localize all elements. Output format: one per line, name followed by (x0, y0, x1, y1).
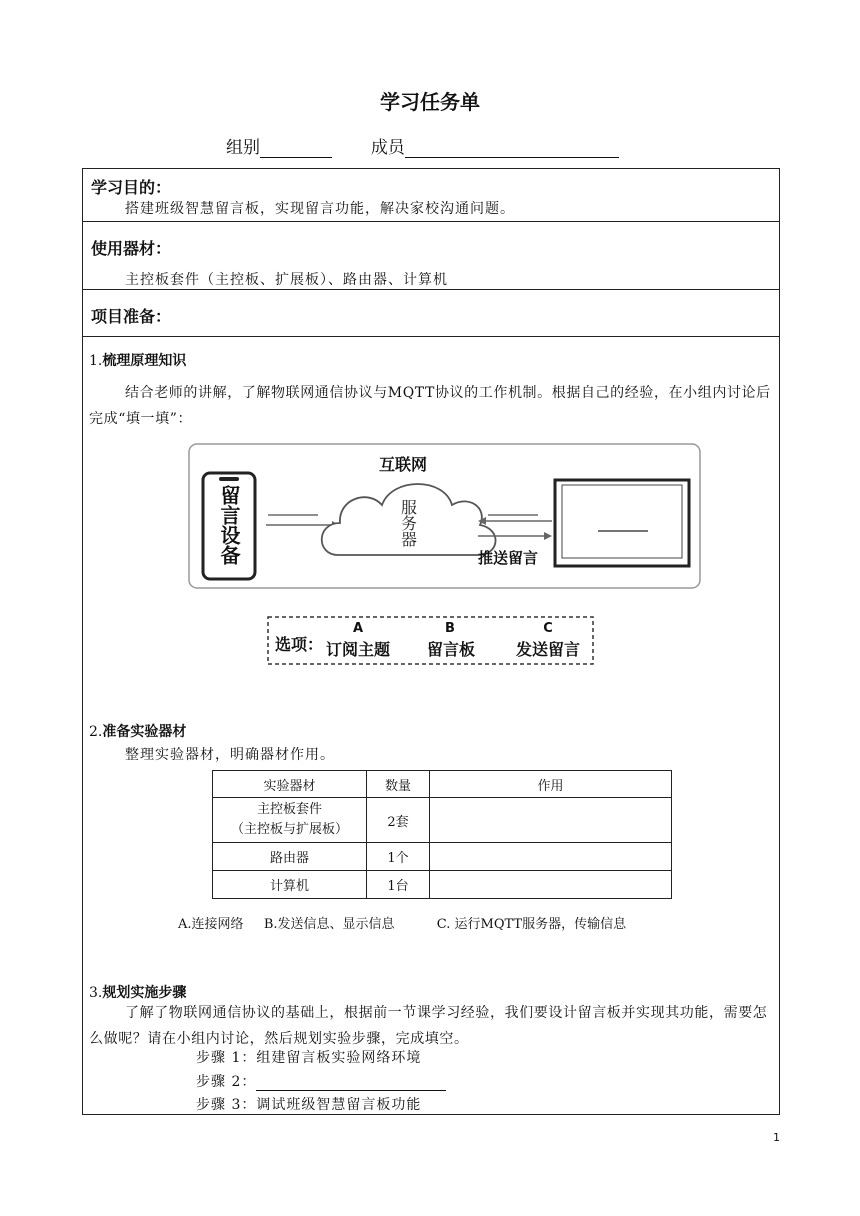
part1-heading-text: 梳理原理知识 (102, 353, 187, 369)
option-a-text: 订阅主题 (325, 640, 391, 659)
monitor-icon (555, 480, 689, 566)
table-cell-material: 路由器 (213, 843, 367, 871)
equipment-text: 主控板套件（主控板、扩展板）、路由器、计算机 (125, 272, 448, 288)
part3-heading-text: 规划实施步骤 (102, 985, 187, 1001)
part1-paragraph: 结合老师的讲解，了解物联网通信协议与MQTT协议的工作机制。根据自己的经验，在小组内讨论后完成“填一填”： (89, 385, 771, 427)
choice-a: A.连接网络 (178, 917, 244, 932)
option-b-letter: B (445, 621, 455, 636)
server-label: 服务器 (398, 499, 418, 547)
table-cell-material: 主控板套件 （主控板与扩展板） (213, 798, 367, 843)
table-cell-use[interactable] (430, 798, 672, 843)
table-cell-qty: 2套 (367, 798, 430, 843)
mqtt-diagram (188, 443, 702, 590)
group-member-line (226, 133, 619, 158)
part3-heading (89, 982, 186, 1002)
push-label: 推送留言 (478, 549, 539, 567)
device-label: 留言设备 (217, 485, 241, 565)
part2-heading-num: 2. (89, 724, 103, 740)
part2-heading (89, 721, 186, 741)
divider (82, 336, 780, 337)
option-b-text: 留言板 (426, 640, 476, 659)
table-row (213, 843, 672, 871)
divider (82, 221, 780, 222)
divider (82, 289, 780, 290)
materials-table (212, 770, 672, 899)
internet-label: 互联网 (378, 455, 428, 474)
option-a-letter: A (352, 621, 364, 636)
part3-paragraph: 了解了物联网通信协议的基础上，根据前一节课学习经验，我们要设计留言板并实现其功能，需要怎么做呢？请在小组内讨论，然后规划实验步骤，完成填空。 (89, 1005, 768, 1047)
step-label: 步骤 3： (196, 1097, 257, 1113)
options-prefix: 选项： (275, 635, 324, 654)
step-2 (196, 1071, 446, 1091)
table-header: 作用 (430, 771, 672, 798)
step-text: 调试班级智慧留言板功能 (256, 1097, 422, 1113)
step-2-blank[interactable] (256, 1072, 446, 1091)
table-row (213, 871, 672, 899)
choices-line (178, 913, 626, 932)
table-header-row (213, 771, 672, 798)
table-row (213, 798, 672, 843)
page-title: 学习任务单 (380, 90, 480, 114)
table-cell-material: 计算机 (213, 871, 367, 899)
objective-heading: 学习目的： (91, 178, 172, 197)
step-text: 组建留言板实验网络环境 (256, 1050, 422, 1066)
table-header: 实验器材 (213, 771, 367, 798)
part1-heading-num: 1. (89, 353, 103, 369)
table-cell-qty: 1个 (367, 843, 430, 871)
member-blank[interactable] (405, 139, 619, 158)
step-1 (196, 1047, 421, 1067)
step-3 (196, 1094, 421, 1114)
choice-b: B.发送信息、显示信息 (263, 917, 395, 932)
options-box (267, 616, 595, 666)
table-cell-use[interactable] (430, 871, 672, 899)
option-c-letter: C (543, 621, 553, 636)
step-label: 步骤 2： (196, 1074, 257, 1090)
preparation-heading: 项目准备： (91, 307, 172, 326)
equipment-heading: 使用器材： (91, 239, 172, 258)
table-cell-qty: 1台 (367, 871, 430, 899)
group-blank[interactable] (260, 139, 332, 158)
choice-c: C. 运行MQTT服务器，传输信息 (436, 917, 627, 932)
group-label: 组别 (226, 138, 260, 158)
step-label: 步骤 1： (196, 1050, 257, 1066)
table-cell-use[interactable] (430, 843, 672, 871)
part3-heading-num: 3. (89, 985, 103, 1001)
table-header: 数量 (367, 771, 430, 798)
part1-heading (89, 350, 186, 370)
part2-heading-text: 准备实验器材 (102, 724, 187, 740)
option-c-text: 发送留言 (515, 640, 581, 659)
member-label: 成员 (370, 138, 405, 158)
objective-text: 搭建班级智慧留言板，实现留言功能，解决家校沟通问题。 (125, 201, 515, 217)
part2-paragraph: 整理实验器材，明确器材作用。 (125, 747, 335, 763)
page-number: 1 (773, 1131, 780, 1144)
